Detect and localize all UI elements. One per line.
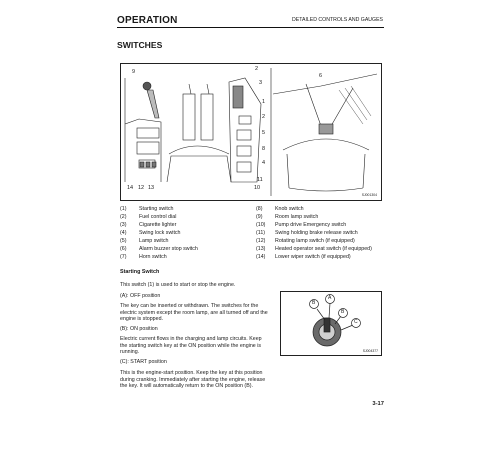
legend-item: (9) Room lamp switch: [256, 214, 319, 220]
callout-10: 10: [254, 185, 261, 191]
switches-figure: [120, 63, 382, 201]
callout-5: 5: [262, 130, 266, 136]
header-title: OPERATION: [117, 15, 178, 26]
callout-1: 1: [262, 99, 266, 105]
key-switch-figure: [280, 291, 382, 356]
on-position-label: (B): ON position: [120, 326, 158, 332]
callout-13: 13: [148, 185, 155, 191]
callout-2b: 2: [262, 114, 266, 120]
callout-12: 12: [138, 185, 145, 191]
legend-item: (6) Alarm buzzer stop switch: [120, 246, 198, 252]
section-title: SWITCHES: [117, 40, 163, 50]
legend-item: (7) Horn switch: [120, 254, 167, 260]
legend-item: (13) Heated operator seat switch (if equipped): [256, 246, 372, 252]
callout-14: 14: [127, 185, 134, 191]
start-position-text: This is the engine-start position. Keep the key at this position during cranking. Immediately after starting the engine, release the key. It will automatically return to the ON position (B).: [120, 370, 266, 390]
fig2-code: SJ004377: [362, 349, 378, 353]
legend-item: (14) Lower wiper switch (if equipped): [256, 254, 351, 260]
legend-right: [256, 205, 372, 261]
legend-item: (12) Rotating lamp switch (if equipped): [256, 238, 355, 244]
legend-item: (10) Pump drive Emergency switch: [256, 222, 347, 228]
fig2-callout-c: C: [354, 319, 358, 325]
starting-switch-title: Starting Switch: [120, 269, 160, 275]
callout-8: 8: [262, 146, 266, 152]
callout-6: 6: [319, 73, 323, 79]
callout-3: 3: [259, 80, 263, 86]
fig2-callout-a: A: [328, 295, 332, 301]
callout-9: 9: [132, 69, 136, 75]
legend-item: (8) Knob switch: [256, 206, 304, 212]
on-position-text: Electric current flows in the charging and lamp circuits. Keep the starting switch key at the ON position while the engine is running.: [120, 336, 262, 356]
legend-item: (4) Swing lock switch: [120, 230, 181, 236]
fig2-callout-b2: B: [341, 309, 345, 315]
callout-11: 11: [257, 177, 263, 183]
key-switch-illustration: [281, 292, 381, 355]
off-position-label: (A): OFF position: [120, 293, 161, 299]
page-number: 3-17: [372, 401, 384, 407]
legend-item: (3) Cigarette lighter: [120, 222, 177, 228]
legend-item: (2) Fuel control dial: [120, 214, 177, 220]
off-position-text: The key can be inserted or withdrawn. The switches for the electric system except the room lamp, are all turned off and the engine is stopped.: [120, 303, 268, 323]
legend-item: (1) Starting switch: [120, 206, 174, 212]
figure-code: SJ001304: [361, 193, 377, 197]
start-position-label: (C): START position: [120, 359, 167, 365]
callout-4: 4: [262, 160, 266, 166]
header-section: DETAILED CONTROLS AND GAUGES: [292, 17, 383, 23]
starting-switch-intro: This switch (1) is used to start or stop the engine.: [120, 282, 236, 288]
legend-item: (11) Swing holding brake release switch: [256, 230, 358, 236]
legend-item: (5) Lamp switch: [120, 238, 169, 244]
callout-2a: 2: [255, 66, 259, 72]
header-rule: [117, 27, 384, 28]
switch-panel-illustration: [121, 64, 381, 200]
fig2-callout-b1: B: [312, 300, 316, 306]
legend-left: [120, 205, 198, 261]
